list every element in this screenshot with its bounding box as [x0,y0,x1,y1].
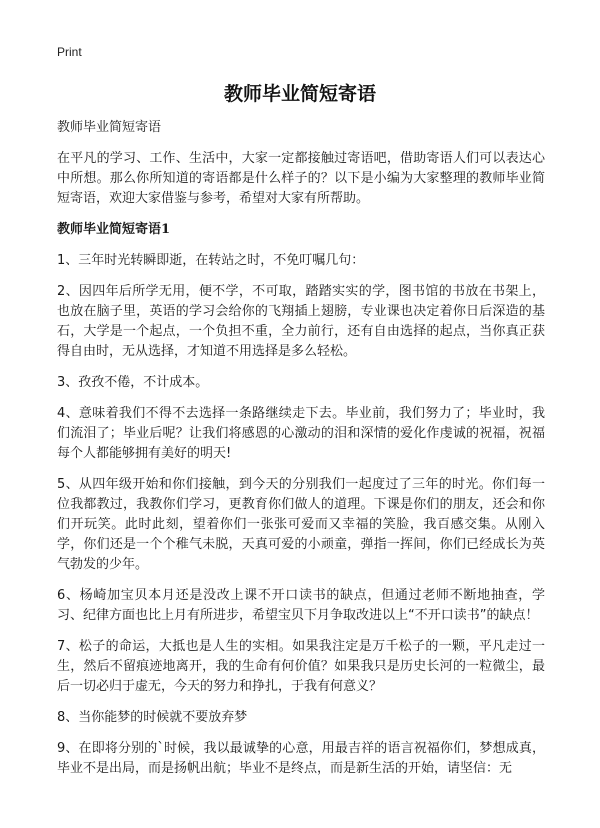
list-item: 3、孜孜不倦，不计成本。 [57,375,209,390]
list-item: 8、当你能梦的时候就不要放弃梦 [57,710,248,725]
list-item: 5、从四年级开始和你们接触，到今天的分别我们一起度过了三年的时光。你们每一位我都教过，我教你们学习，更教育你们做人的道理。下课是你们的朋友，还会和你们开玩笑。此时此刻，望着你们一张张可爱而又幸福的笑脸，我百感交集。从刚入学，你们还是一个个稚气未脱，天真可爱的小顽童，弹指一挥间，你们已经成长为英气勃发的少年。 [57,477,545,572]
page-title: 教师毕业简短寄语 [223,83,376,105]
article-subtitle: 教师毕业简短寄语 [57,120,162,135]
list-item: 6、杨崎加宝贝本月还是没改上课不开口读书的缺点，但通过老师不断地抽查，学习、纪律方面也比上月有所进步，希望宝贝下月争取改进以上“不开口读书”的缺点！ [57,588,545,623]
list-item: 1、三年时光转瞬即逝，在转站之时，不免叮嘱几句： [57,253,365,268]
intro-paragraph: 在平凡的学习、工作、生活中，大家一定都接触过寄语吧，借助寄语人们可以表达心中所想。那么你所知道的寄语都是什么样子的？以下是小编为大家整理的教师毕业简短寄语，欢迎大家借鉴与参考，希望对大家有所帮助。 [57,151,545,206]
article-body [57,118,545,790]
message-list [57,251,545,779]
print-link[interactable]: Print [57,45,82,59]
section-heading: 教师毕业简短寄语1 [57,222,171,237]
list-item: 2、因四年后所学无用，便不学，不可取，踏踏实实的学，图书馆的书放在书架上，也放在脑子里，英语的学习会给你的飞翔插上翅膀，专业课也决定着你日后深造的基石，大学是一个起点，一个负担不重，全力前行，还有自由选择的起点，当你真正获得自由时，无从选择，才知道不用选择是多么轻松。 [57,284,545,359]
list-item: 4、意味着我们不得不去选择一条路继续走下去。毕业前，我们努力了；毕业时，我们流泪了；毕业后呢？让我们将感恩的心激动的泪和深情的爱化作虔诚的祝福，祝福每个人都能够拥有美好的明天! [57,406,545,461]
list-item: 9、在即将分别的`时候，我以最诚挚的心意，用最吉祥的语言祝福你们，梦想成真，毕业不是出局，而是扬帆出航；毕业不是终点，而是新生活的开始，请坚信：无 [57,741,545,776]
list-item: 7、松子的命运，大抵也是人生的实相。如果我注定是万千松子的一颗，平凡走过一生，然后不留痕迹地离开，我的生命有何价值？如果我只是历史长河的一粒微尘，最后一切必归于虚无，今天的努力和挣扎，于我有何意义？ [57,639,545,694]
